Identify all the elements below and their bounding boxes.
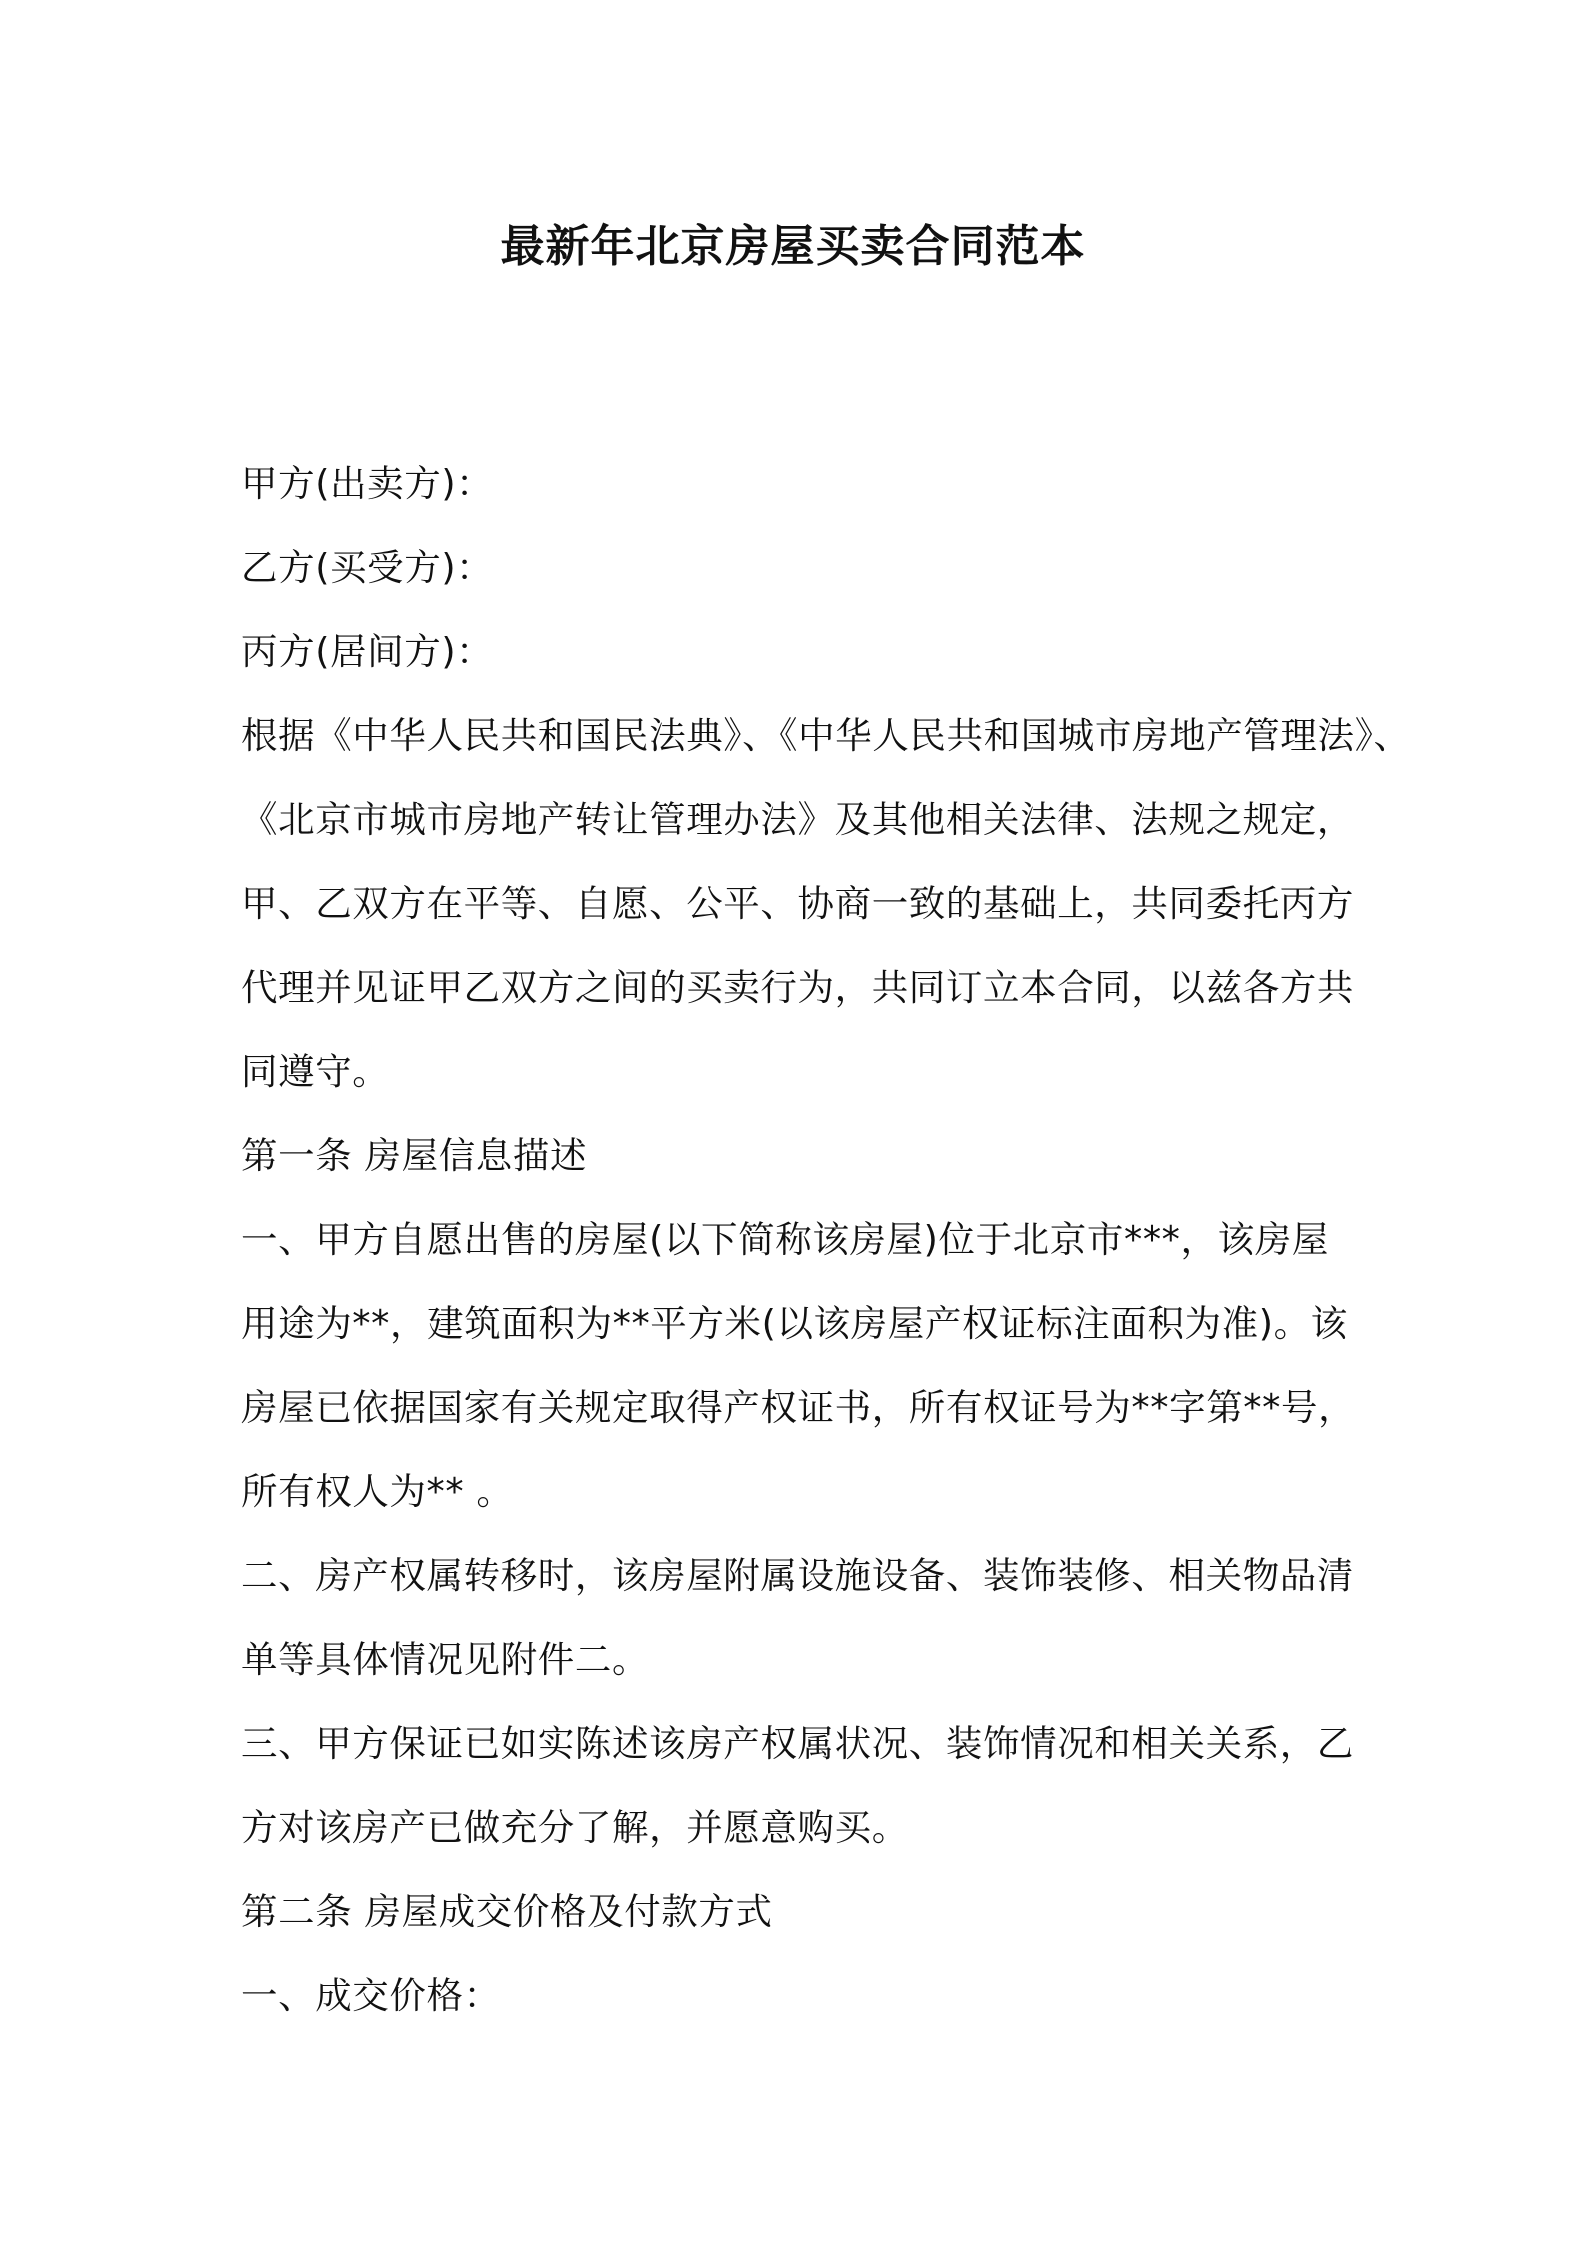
preamble-line: 甲、乙双方在平等、自愿、公平、协商一致的基础上，共同委托丙方 — [241, 882, 1354, 925]
preamble-line: 《北京市城市房地产转让管理办法》及其他相关法律、法规之规定， — [241, 798, 1354, 841]
article-1-heading: 第一条 房屋信息描述 — [241, 1134, 588, 1177]
article-1-clause-line: 单等具体情况见附件二。 — [241, 1638, 650, 1681]
preamble-line: 根据《中华人民共和国民法典》、《中华人民共和国城市房地产管理法》、 — [241, 714, 1411, 757]
article-1-clause-line: 方对该房产已做充分了解，并愿意购买。 — [241, 1806, 909, 1849]
document-body — [241, 442, 1411, 2038]
article-1-clause-line: 所有权人为** 。 — [241, 1470, 514, 1513]
article-1-clause-line: 用途为**，建筑面积为**平方米(以该房屋产权证标注面积为准)。该 — [241, 1302, 1348, 1345]
document-title: 最新年北京房屋买卖合同范本 — [500, 221, 1086, 272]
article-2-clause-line: 一、成交价格： — [241, 1974, 501, 2017]
party-a-line: 甲方(出卖方)： — [241, 462, 494, 505]
party-c-line: 丙方(居间方)： — [241, 630, 494, 673]
article-1-clause-line: 二、房产权属转移时，该房屋附属设施设备、装饰装修、相关物品清 — [241, 1554, 1354, 1597]
preamble-line: 代理并见证甲乙双方之间的买卖行为，共同订立本合同，以兹各方共 — [241, 966, 1354, 1009]
article-1-clause-line: 三、甲方保证已如实陈述该房产权属状况、装饰情况和相关关系，乙 — [241, 1722, 1354, 1765]
article-2-heading: 第二条 房屋成交价格及付款方式 — [241, 1890, 773, 1933]
preamble-line: 同遵守。 — [241, 1050, 390, 1093]
party-b-line: 乙方(买受方)： — [241, 546, 494, 589]
article-1-clause-line: 一、甲方自愿出售的房屋(以下简称该房屋)位于北京市***，该房屋 — [241, 1218, 1329, 1261]
article-1-clause-line: 房屋已依据国家有关规定取得产权证书，所有权证号为**字第**号， — [241, 1386, 1356, 1429]
